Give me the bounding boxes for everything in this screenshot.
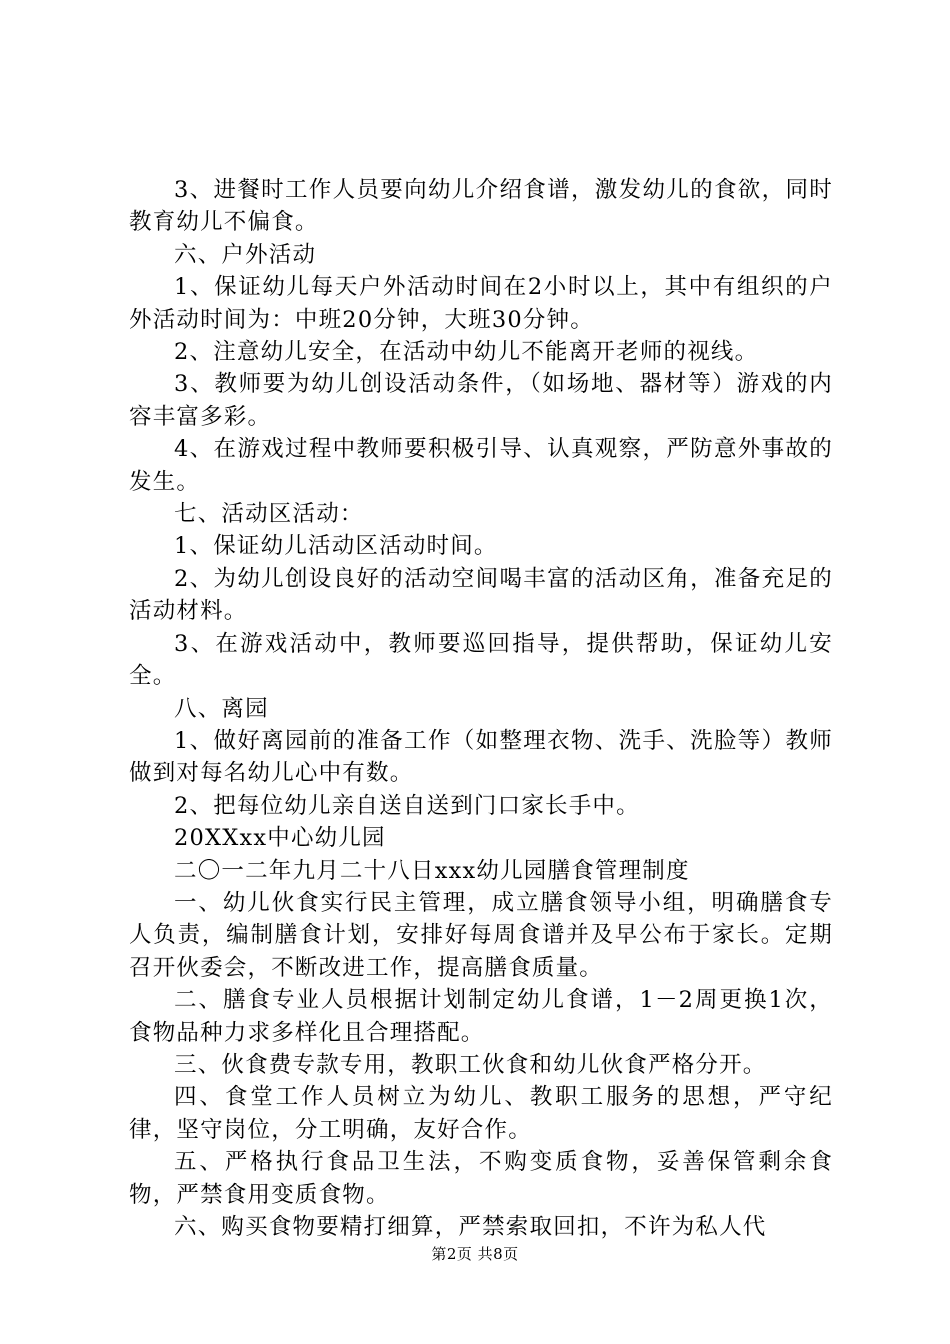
paragraph: 二、膳食专业人员根据计划制定幼儿食谱，1－2周更换1次，食物品种力求多样化且合理搭配。 — [129, 987, 833, 1046]
organization-name: 20XXxx中心幼儿园 — [174, 825, 386, 852]
document-body — [129, 174, 833, 1243]
paragraph: 1、保证幼儿每天户外活动时间在2小时以上，其中有组织的户外活动时间为：中班20分钟，大班30分钟。 — [129, 274, 833, 333]
paragraph: 3、进餐时工作人员要向幼儿介绍食谱，激发幼儿的食欲，同时教育幼儿不偏食。 — [129, 177, 833, 236]
paragraph: 三、伙食费专款专用，教职工伙食和幼儿伙食严格分开。 — [174, 1051, 767, 1078]
section-heading: 六、户外活动 — [174, 241, 317, 268]
paragraph: 3、在游戏活动中，教师要巡回指导，提供帮助，保证幼儿安全。 — [129, 630, 833, 690]
page-footer — [0, 1244, 950, 1264]
section-heading: 八、离园 — [174, 695, 269, 722]
paragraph: 3、教师要为幼儿创设活动条件，（如场地、器材等）游戏的内容丰富多彩。 — [129, 371, 833, 430]
paragraph: 1、保证幼儿活动区活动时间。 — [174, 533, 498, 560]
paragraph: 2、注意幼儿安全，在活动中幼儿不能离开老师的视线。 — [174, 339, 759, 366]
page-number-label: 第2页 共8页 — [431, 1245, 519, 1263]
date-and-title: 二〇一二年九月二十八日xxx幼儿园膳食管理制度 — [174, 857, 690, 884]
section-heading: 七、活动区活动： — [174, 501, 364, 528]
paragraph: 一、幼儿伙食实行民主管理，成立膳食领导小组，明确膳食专人负责，编制膳食计划，安排好每周食谱并及早公布于家长。定期召开伙委会，不断改进工作，提高膳食质量。 — [129, 889, 833, 981]
paragraph: 1、做好离园前的准备工作（如整理衣物、洗手、洗脸等）教师做到对每名幼儿心中有数。 — [129, 727, 833, 787]
paragraph: 4、在游戏过程中教师要积极引导、认真观察，严防意外事故的发生。 — [129, 436, 833, 495]
paragraph: 2、为幼儿创设良好的活动空间喝丰富的活动区角，准备充足的活动材料。 — [129, 565, 833, 625]
paragraph: 五、严格执行食品卫生法，不购变质食物，妥善保管剩余食物，严禁食用变质食物。 — [129, 1149, 833, 1208]
paragraph: 六、购买食物要精打细算，严禁索取回扣，不许为私人代 — [174, 1214, 767, 1240]
paragraph: 2、把每位幼儿亲自送自送到门口家长手中。 — [174, 792, 640, 819]
paragraph: 四、食堂工作人员树立为幼儿、教职工服务的思想，严守纪律，坚守岗位，分工明确，友好合作。 — [129, 1084, 833, 1143]
